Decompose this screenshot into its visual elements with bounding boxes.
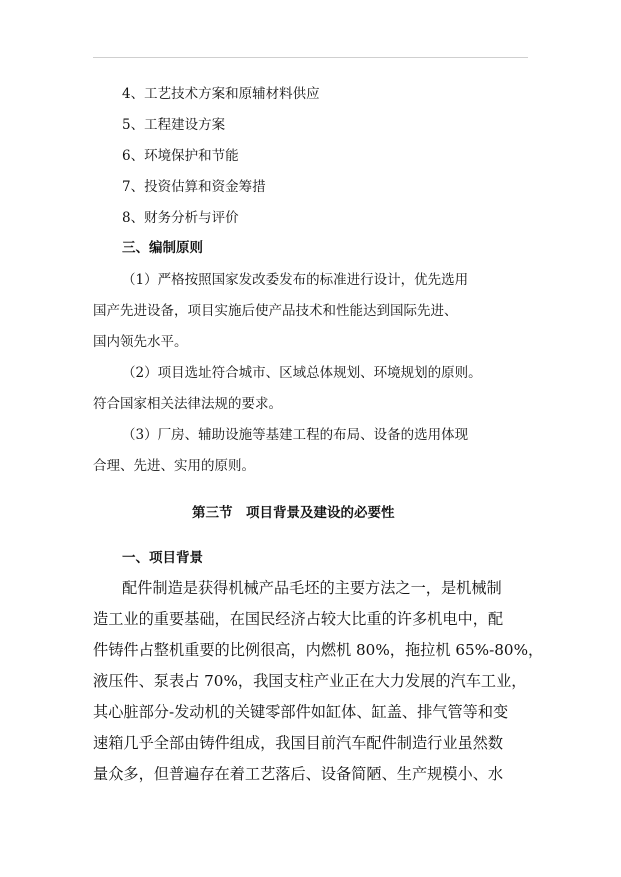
list-item-5: 5、工程建设方案 (122, 117, 226, 133)
paragraph-line: 符合国家相关法律法规的要求。 (93, 396, 282, 412)
paragraph-line: （2）项目选址符合城市、区域总体规划、环境规划的原则。 (122, 365, 482, 381)
paragraph-line: 配件制造是获得机械产品毛坯的主要方法之一，是机械制 (122, 579, 502, 597)
paragraph-line: （3）厂房、辅助设施等基建工程的布局、设备的选用体现 (122, 427, 469, 443)
paragraph-line: 国产先进设备，项目实施后使产品技术和性能达到国际先进、 (93, 303, 458, 319)
paragraph-line: 合理、先进、实用的原则。 (93, 458, 255, 474)
list-item-4: 4、工艺技术方案和原辅材料供应 (122, 86, 320, 102)
header-rule (93, 57, 528, 58)
paragraph-line: 液压件、泵表占 70%，我国支柱产业正在大力发展的汽车工业， (93, 672, 527, 690)
chapter-title: 第三节 项目背景及建设的必要性 (192, 505, 395, 521)
paragraph-line: 件铸件占整机重要的比例很高，内燃机 80%，拖拉机 65%-80%， (93, 641, 544, 659)
paragraph-line: 速箱几乎全部由铸件组成，我国目前汽车配件制造行业虽然数 (93, 734, 504, 752)
paragraph-line: 量众多，但普遍存在着工艺落后、设备简陋、生产规模小、水 (93, 765, 504, 783)
paragraph-line: 造工业的重要基础，在国民经济占较大比重的许多机电中，配 (93, 610, 504, 628)
list-item-7: 7、投资估算和资金筹措 (122, 179, 266, 195)
paragraph-line: （1）严格按照国家发改委发布的标准进行设计，优先选用 (122, 272, 469, 288)
paragraph-line: 其心脏部分-发动机的关键零部件如缸体、缸盖、排气管等和变 (93, 703, 509, 721)
list-item-6: 6、环境保护和节能 (122, 148, 239, 164)
section-heading-principles: 三、编制原则 (122, 240, 203, 256)
list-item-8: 8、财务分析与评价 (122, 210, 239, 226)
paragraph-line: 国内领先水平。 (93, 334, 188, 350)
section-heading-background: 一、项目背景 (122, 550, 203, 566)
